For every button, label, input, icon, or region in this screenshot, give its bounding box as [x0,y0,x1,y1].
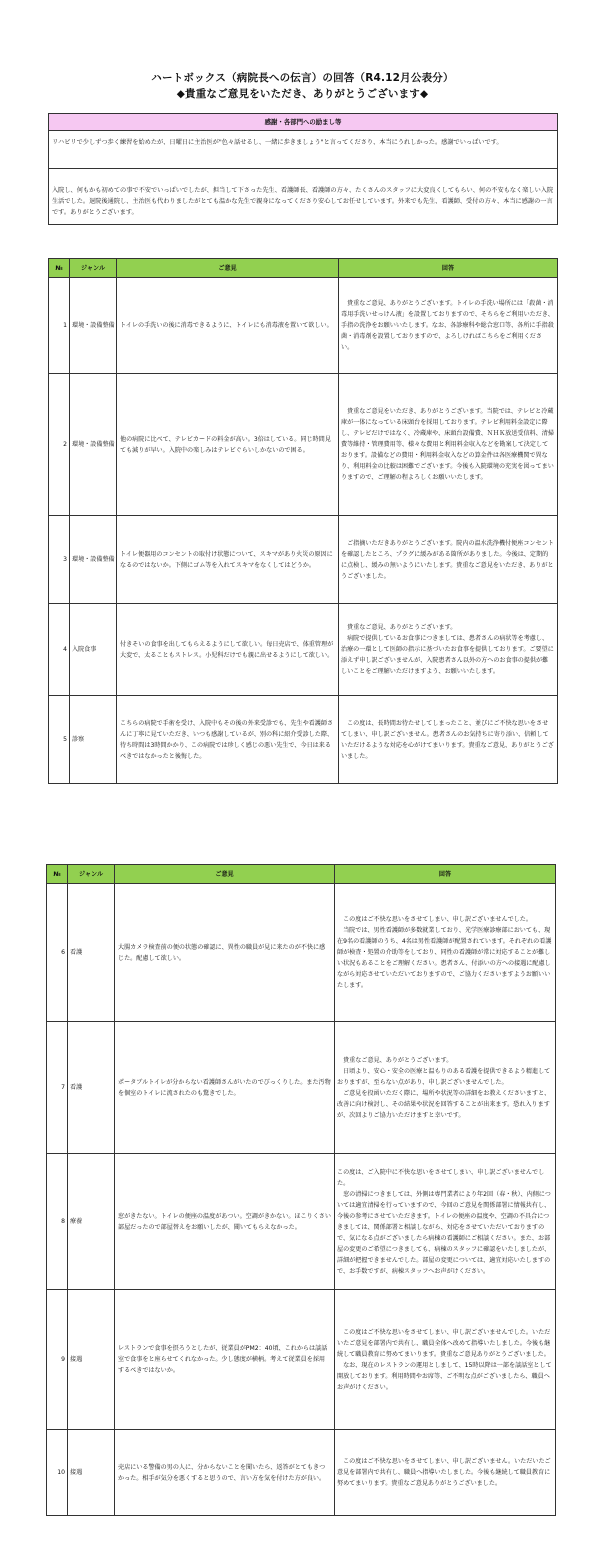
page-title: ハートボックス（病院長への伝言）の回答（R4.12月公表分） [151,72,454,84]
row-genre: 入院食事 [70,604,117,696]
row-genre: 接遇 [68,1290,115,1430]
row-no: 1 [49,278,70,374]
row-genre: 看護 [68,1022,115,1154]
row-no: 6 [47,884,68,1022]
col-genre-header: ジャンル [70,259,117,278]
col-answer-header: 回答 [335,865,556,884]
row-answer: 貴重なご意見、ありがとうございます。 日頃より、安心・安全の医療と温もりのある看護を提供できるよう精進しておりますが、至らない点があり、申し訳ございませんでした。 ご意見を投函いただく際に、場所や状況等の詳細をお教えくださいますと、改善に向け検討し、その結果や状況を回答することが出来ます。恐れ入りますが、次回よりご協力いただけますと幸いです。 [337,1056,551,1119]
row-answer: この度はご不快な思いをさせてしまい、申し訳ございませんでした。 当院では、男性看護師が多数就業しており、光学医療診療部においても、現在9名の看護師のうち、4名は男性看護師が配置されています。それぞれの看護師が検査・処置の介助等をしており、同性の看護師が常に対応することが難しい状況もあることをご理解ください。患者さん、付添いの方への接遇に配慮しながら対応させていただいておりますので、ご協力くださいますようお願いいたします。 [337,916,552,989]
feedback-table [48,258,558,784]
row-genre: 環境・設備整備 [70,374,117,516]
row-opinion: ポータブルトイレが分からない看護師さんがいたのでびっくりした。また汚物を個室のトイレに流されたのも驚きでした。 [115,1022,335,1154]
col-opinion-header: ご意見 [117,259,339,278]
row-no: 9 [47,1290,68,1430]
col-opinion-header: ご意見 [115,865,335,884]
table-row [47,884,556,1022]
row-no: 5 [49,696,70,784]
row-genre: 看護 [68,884,115,1022]
table-row [47,1154,556,1290]
row-opinion: トイレの手洗いの後に消毒できるように、トイレにも消毒液を置いて欲しい。 [117,278,339,374]
thanks-message: 入院し、何もかも初めての事で不安でいっぱいでしたが、担当して下さった先生、看護師長、看護師の方々、たくさんのスタッフに大変良くしてもらい、何の不安もなく楽しい入院生活でした。退院後通院し、主治医も代わりましたがとても温かな先生で親身になってくださり安心してお任せしています。外来でも先生、看護師、受付の方々、本当に感謝の一言です。ありがとうございます。 [52,187,554,216]
col-genre-header: ジャンル [68,865,115,884]
row-genre: 診察 [70,696,117,784]
row-no: 2 [49,374,70,516]
row-opinion: こちらの病院で手術を受け、入院中もその後の外来受診でも、先生や看護師さんに丁寧に見ていただき、いつも感謝しているが、別の科に紹介受診した際、待ち時間は3時間かかり、この病院では珍しく感じの悪い先生で、今日は来るべきではなかったと後悔した。 [117,696,339,784]
col-no-header: № [47,865,68,884]
table-row [47,1290,556,1430]
thanks-message: リハビリで少しずつ歩く練習を始めたが、日曜日に主治医が"色々話せるし、一緒に歩きましょう"と言ってくださり、本当にうれしかった。感謝でいっぱいです。 [49,131,557,169]
row-no: 7 [47,1022,68,1154]
row-opinion: 売店にいる警備の男の人に、分からないことを聞いたら、返答がとてもきつかった。相手が気分を悪くすると思うので、言い方を気を付けた方が良い。 [115,1430,335,1516]
col-no-header: № [49,259,70,278]
row-genre: 療養 [68,1154,115,1290]
row-answer: この度は、長時間お待たせしてしまったこと、並びにご不快な思いをさせてしまい、申し訳ございません。患者さんのお気持ちに寄り添い、信頼していただけるような対応を心がけてまいります。貴重なご意見、ありがとうございました。 [341,719,554,760]
table-row [49,374,558,516]
row-opinion: レストランで食事を摂ろうとしたが、従業員がPM2：40頃、これからは談話室で食事をと座らせてくれなかった。少し態度が横柄。考えて従業員を採用するべきではないか。 [115,1290,335,1430]
page-subtitle: ◆貴重なご意見をいただき、ありがとうございます◆ [176,88,429,100]
row-no: 8 [47,1154,68,1290]
row-answer: 貴重なご意見、ありがとうございます。トイレの手洗い場所には「殺菌・消毒用手洗いせっけん液」を設置しておりますので、そちらをご利用いただき、手指の洗浄をお願いいたします。なお、各診療科や総合窓口等、各所に手指殺菌・消毒剤を設置しておりますので、よろしければこちらをご利用ください。 [341,300,554,351]
thanks-heading: 感謝・各部門への励まし等 [49,114,557,131]
row-opinion: 他の病院に比べて、テレビカードの料金が高い。3倍はしている。同じ時間見ても減りが早い。入院中の楽しみはテレビぐらいしかないので困る。 [117,374,339,516]
row-opinion: 窓がきたない。トイレの便座の温度があつい。空調がきかない。ほこりくさい部屋だったので部屋替えをお願いしたが、聞いてもらえなかった。 [115,1154,335,1290]
row-answer: この度は、ご入院中に不快な思いをさせてしまい、申し訳ございませんでした。 窓の清掃につきましては、外側は専門業者により年2回（春・秋）、内側については適宜清掃を行っていますので、今回のご意見を関係部署に情報共有し、今後の参考にさせていただきます。トイレの便座の温度や、空調の不具合につきましては、関係部署と相談しながら、対応をさせていただいておりますので、気になる点がございましたら病棟の看護師にご相談ください。また、お部屋の変更のご希望につきましても、病棟のスタッフに確認をいたしましたが、詳細が把握できませんでした。部屋の変更については、適宜対応いたしますので、お手数ですが、病棟スタッフへお声がけください。 [337,1168,551,1275]
row-genre: 接遇 [68,1430,115,1516]
row-no: 10 [47,1430,68,1516]
thanks-box [48,113,558,225]
row-opinion: 付きそいの食事を出してもらえるようにして欲しい。毎日売店で、体重管理が大変で、太ることもストレス。小児科だけでも親に出せるようにして欲しい。 [117,604,339,696]
row-opinion: 大腸カメラ検査前の便の状態の確認に、異性の職員が見に来たのが不快に感じた。配慮して欲しい。 [115,884,335,1022]
table-header-row [47,865,556,884]
row-opinion: トイレ便器用のコンセントの取付け状態について、スキマがあり火災の原因になるのではないか。下側にゴム等を入れてスキマをなくしてはどうか。 [117,516,339,604]
row-answer: 貴重なご意見をいただき、ありがとうございます。当院では、テレビと冷蔵庫が一体になっている床頭台を採用しております。テレビ利用料金設定に際し、テレビだけではなく、冷蔵庫や、床頭台設備費、ＮＨＫ放送受信料、清掃費等維持・管理費用等、様々な費用と利用料金収入などを勘案して決定しております。設備などの費用・利用料金収入などの算金件は各医療機関で異なり、利用料金の比較は困難でございます。今後も入院環境の充実を図ってまいりますので、ご理解の程よろしくお願いいたします。 [341,408,554,481]
table-row [49,696,558,784]
row-no: 4 [49,604,70,696]
table-row [49,278,558,374]
row-answer: この度はご不快な思いをさせてしまい、申し訳ございません。いただいたご意見を部署内で共有し、職員へ指導いたしました。今後も継続して職員教育に努めてまいります。貴重なご意見ありがとうございました。 [337,1458,551,1487]
row-answer: 貴重なご意見、ありがとうございます。 病院で提供しているお食事につきましては、患者さんの病状等を考慮し、治療の一環として医師の指示に基づいたお食事を提供しております。ご要望に添えず申し訳ございませんが、入院患者さん以外の方へのお食事の提供が難しいことをご理解いただけますよう、お願いいたします。 [341,624,554,675]
row-answer: この度はご不快な思いをさせてしまい、申し訳ございませんでした。いただいたご意見を部署内で共有し、職員全体へ改めて指導いたしました。今後も継続して職員教育に努めてまいります。貴重なご意見ありがとうございました。 なお、現在のレストランの運用としまして、15時以降は一部を談話室として開放しております。利用時間やお席等、ご不明な点がございましたら、職員へお声がけください。 [337,1328,552,1391]
row-genre: 環境・設備整備 [70,278,117,374]
table-row [47,1430,556,1516]
table-row [49,516,558,604]
feedback-table [46,864,556,1516]
table-row [47,1022,556,1154]
row-no: 3 [49,516,70,604]
table-header-row [49,259,558,278]
row-genre: 環境・設備整備 [70,516,117,604]
col-answer-header: 回答 [339,259,558,278]
row-answer: ご指摘いただきありがとうございます。院内の温水洗浄機付便座コンセントを確認したところ、プラグに緩みがある箇所がありました。今後は、定期的に点検し、緩みの無いようにいたします。貴重なご意見をいただき、ありがとうございました。 [341,539,554,580]
table-row [49,604,558,696]
